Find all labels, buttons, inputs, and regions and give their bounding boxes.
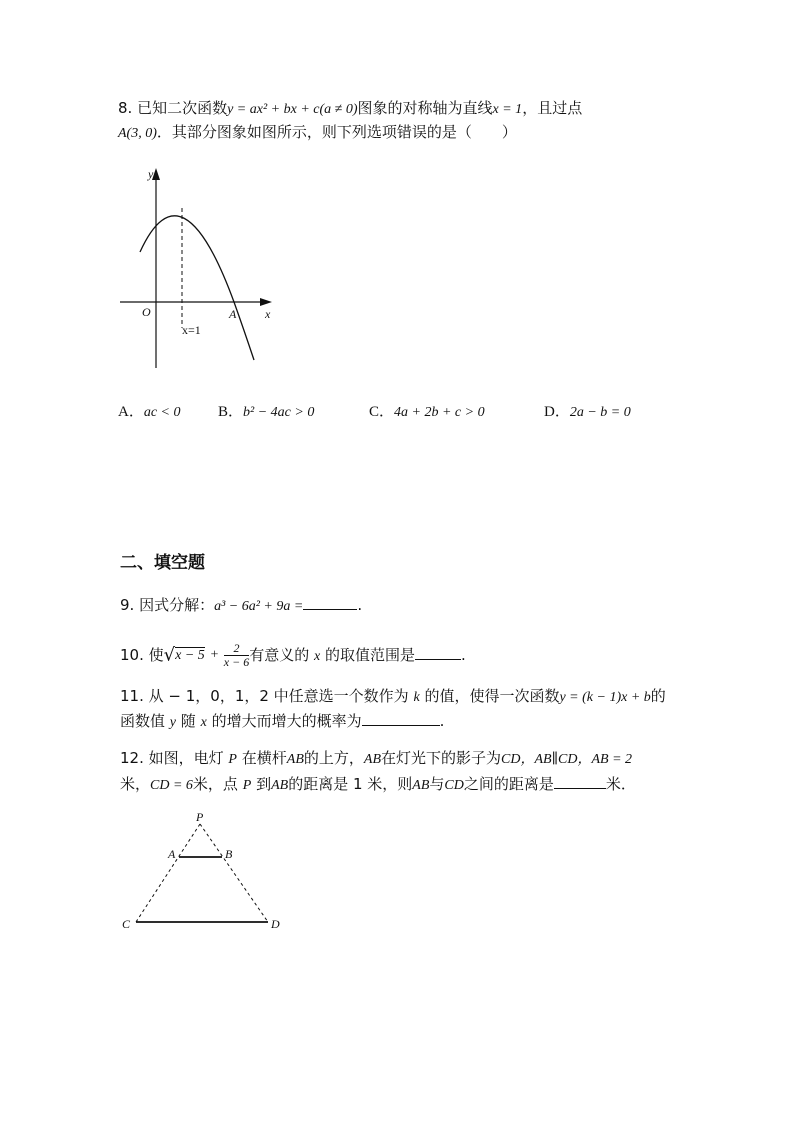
y-label: y <box>148 167 154 181</box>
label-c: C <box>122 917 131 931</box>
option-c[interactable] <box>369 401 485 423</box>
parabola-figure <box>110 160 290 375</box>
option-d[interactable] <box>544 401 631 423</box>
q10-end: . <box>461 646 466 664</box>
q12-l1-ab1: AB <box>286 752 304 767</box>
q9-expr: a³ − 6a² + 9a = <box>214 599 304 614</box>
q8-middle: 图象的对称轴为直线 <box>357 99 493 117</box>
q12-l2b: CD = 6 <box>150 778 193 793</box>
q10-var: x <box>314 649 321 664</box>
right-light-ray <box>200 824 268 922</box>
q12-l2c: 米，点 <box>192 775 238 793</box>
option-b[interactable] <box>218 401 314 423</box>
q10-plus: + <box>209 647 220 663</box>
q11-line1-middle: 的值，使得一次函数 <box>424 687 560 705</box>
q11-line2-prefix: 函数值 <box>120 712 166 730</box>
q12-l2h: 米． <box>605 775 636 793</box>
sqrt-sign: √ <box>163 644 176 666</box>
q11-var-y: y <box>169 715 177 730</box>
label-b: B <box>225 847 233 861</box>
q12-l1-p: P <box>228 752 237 767</box>
q12-line1 <box>120 748 632 770</box>
q8-point: A(3, 0) <box>118 126 157 141</box>
q11-var-k: k <box>413 690 420 705</box>
q11-end: . <box>439 712 445 730</box>
q12-l1d: 在灯光下的影子为 <box>381 749 502 767</box>
q12-l1e: CD，AB∥CD，AB = 2 <box>501 752 633 767</box>
q10-radicand: x − 5 <box>175 647 205 663</box>
option-c-letter: C． <box>369 404 395 420</box>
q11-line2-mid: 随 <box>180 712 196 730</box>
q12-l2e: 的距离是 1 米，则 <box>288 775 413 793</box>
x-axis-arrow <box>260 298 272 306</box>
q12-l2a: 米， <box>120 775 151 793</box>
q12-l2-ab: AB <box>271 778 289 793</box>
x-label: x <box>265 307 271 321</box>
q12-l2d: 到 <box>256 775 272 793</box>
q12-answer-blank[interactable] <box>554 774 606 789</box>
option-a[interactable] <box>118 401 181 423</box>
q8-line1 <box>118 98 582 120</box>
q10-answer-blank[interactable] <box>415 645 461 660</box>
q11-var-x: x <box>200 715 207 730</box>
q12-l1a: 12. 如图，电灯 <box>120 749 224 767</box>
option-c-expr: 4a + 2b + c > 0 <box>394 405 485 420</box>
q11-line1-prefix: 11. 从 − 1，0，1，2 中任意选一个数作为 <box>120 687 409 705</box>
q12-l1b: 在横杆 <box>241 749 287 767</box>
option-d-letter: D． <box>544 404 570 420</box>
q12-l2-cd: CD <box>444 778 464 793</box>
q9-suffix: . <box>357 596 363 614</box>
option-d-expr: 2a − b = 0 <box>569 405 631 420</box>
option-a-expr: ac < 0 <box>143 405 181 420</box>
parabola-curve <box>140 216 254 360</box>
point-a-label: A <box>229 307 237 321</box>
q12-l2g: 之间的距离是 <box>463 775 554 793</box>
q8-prefix: 8. 已知二次函数 <box>118 99 228 117</box>
q10-middle: 有意义的 <box>249 646 310 664</box>
label-a: A <box>168 847 176 861</box>
q8-axis: x = 1 <box>492 102 523 117</box>
q12-l2-p: P <box>242 778 252 793</box>
option-a-letter: A． <box>118 404 144 420</box>
option-b-expr: b² − 4ac > 0 <box>243 405 315 420</box>
q10-prefix: 10. 使 <box>120 646 164 664</box>
q10-fraction <box>224 642 249 669</box>
q10-suffix: 的取值范围是 <box>325 646 416 664</box>
q12-l1-ab2: AB <box>363 752 381 767</box>
label-d: D <box>271 917 280 931</box>
section-title: 二、填空题 <box>120 553 205 573</box>
q9-answer-blank[interactable] <box>303 595 357 610</box>
option-b-letter: B． <box>218 404 244 420</box>
q11-line1-suffix: 的 <box>650 687 666 705</box>
q8-line2-text: ．其部分图象如图所示，则下列选项错误的是（ ） <box>156 123 517 141</box>
q9-prefix: 9. 因式分解： <box>120 596 215 614</box>
q11-line2-suffix: 的增大而增大的概率为 <box>211 712 362 730</box>
q8-suffix: ，且过点 <box>522 99 583 117</box>
q11-line1 <box>120 686 666 708</box>
q8-formula: y = ax² + bx + c(a ≠ 0) <box>227 102 358 117</box>
q12-l2-ab2: AB <box>412 778 430 793</box>
left-light-ray <box>136 824 200 922</box>
q10-frac-num: 2 <box>233 641 240 655</box>
label-p: P <box>196 810 204 824</box>
q12-l2f: 与 <box>429 775 445 793</box>
q11-line2 <box>120 711 444 733</box>
q10-frac-den: x − 6 <box>223 655 250 669</box>
q9 <box>120 595 362 617</box>
lamp-shadow-figure <box>118 806 293 936</box>
axis-eq-label: x=1 <box>182 323 201 337</box>
q8-line2 <box>118 122 517 144</box>
origin-label: O <box>142 305 151 319</box>
q12-l1c: 的上方， <box>303 749 364 767</box>
q11-func: y = (k − 1)x + b <box>559 690 651 705</box>
q12-line2 <box>120 774 636 796</box>
q11-answer-blank[interactable] <box>362 711 440 726</box>
q10 <box>120 642 466 669</box>
